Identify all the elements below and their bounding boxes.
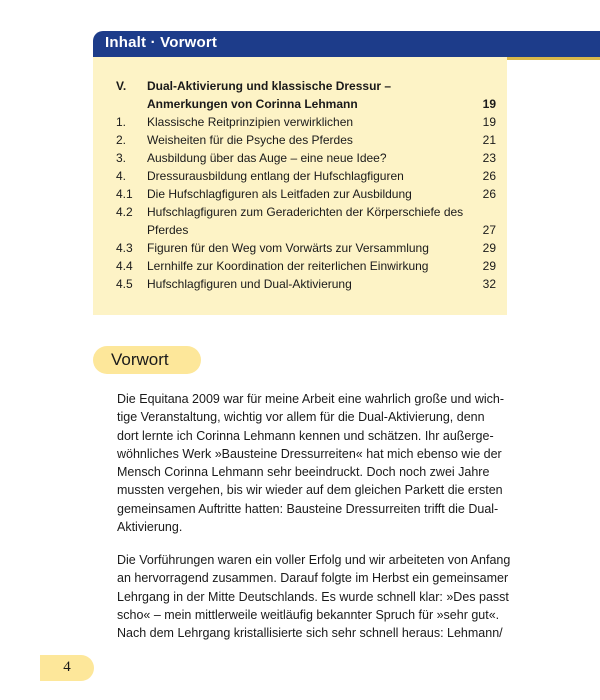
toc-title: Anmerkungen von Corinna Lehmann (147, 97, 358, 111)
toc-title: Ausbildung über das Auge – eine neue Idee? (147, 151, 387, 165)
toc-number: 4.4 (116, 259, 133, 273)
toc-page: 21 (482, 133, 496, 147)
text-line: Die Vorführungen waren ein voller Erfolg und wir arbeiteten von Anfang (117, 553, 511, 567)
toc-page: 29 (482, 259, 496, 273)
toc-page: 19 (482, 97, 496, 111)
toc-page: 27 (482, 223, 496, 237)
toc-number: 3. (116, 151, 127, 165)
toc-title: Dual-Aktivierung und klassische Dressur – (147, 79, 392, 93)
toc-title: Pferdes (147, 223, 189, 237)
toc-number: 4. (116, 169, 127, 183)
section-heading: Vorwort (111, 350, 169, 369)
toc-number: 4.3 (116, 241, 133, 255)
body-paragraph (117, 551, 511, 642)
toc-page: 29 (482, 241, 496, 255)
text-line: Nach dem Lehrgang kristallisierte sich sehr schnell heraus: Lehmann/ (117, 626, 503, 641)
toc-title: Figuren für den Weg vom Vorwärts zur Versammlung (147, 241, 429, 255)
text-line: an hervorragend zusammen. Darauf folgte im Herbst ein gemeinsamer (117, 571, 509, 586)
text-line: dort lernte ich Corinna Lehmann kennen und schätzen. Ihr außerge- (117, 428, 494, 443)
text-line: scho« – mein mittlerweile weitläufig bekannter Spruch für »sehr gut«. (117, 607, 500, 622)
toc-number: 2. (116, 133, 127, 147)
page-number-badge (40, 655, 94, 681)
toc-number: 4.1 (116, 187, 133, 201)
toc-title: Klassische Reitprinzipien verwirklichen (147, 115, 354, 129)
text-line: Mensch Corinna Lehmann sehr beeindruckt. Doch noch zwei Jahre (117, 465, 490, 480)
toc-title: Hufschlagfiguren und Dual-Aktivierung (147, 277, 352, 291)
toc-page: 26 (482, 187, 496, 201)
section-heading-badge (93, 346, 201, 374)
toc-title: Weisheiten für die Psyche des Pferdes (147, 133, 353, 147)
toc-title: Dressurausbildung entlang der Hufschlagfiguren (147, 169, 404, 183)
toc-number: 4.2 (116, 205, 133, 219)
toc-page: 23 (482, 151, 496, 165)
table-of-contents (93, 57, 507, 315)
text-line: gemeinsamen Auftritte hatten: Bausteine Dressurreiten trifft die Dual- (117, 501, 499, 516)
body-paragraph (117, 390, 507, 536)
text-line: Die Equitana 2009 war für meine Arbeit eine wahrlich große und wich- (117, 392, 505, 406)
header-bar (93, 31, 600, 57)
text-line: tige Veranstaltung, wichtig vor allem für die Dual-Aktivierung, denn (117, 410, 485, 425)
page-number: 4 (63, 659, 71, 675)
text-line: Lehrgang in der Mitte Deutschlands. Es wurde schnell klar: »Des passt (117, 589, 509, 604)
toc-title: Lernhilfe zur Koordination der reiterlichen Einwirkung (147, 259, 429, 273)
toc-title: Hufschlagfiguren zum Geraderichten der Körperschiefe des (147, 205, 464, 219)
toc-number: 4.5 (116, 277, 133, 291)
toc-page: 26 (482, 169, 496, 183)
toc-number: V. (116, 79, 127, 93)
toc-page: 32 (482, 277, 496, 291)
toc-title: Die Hufschlagfiguren als Leitfaden zur Ausbildung (147, 187, 412, 201)
toc-page: 19 (482, 115, 496, 129)
text-line: mussten vergehen, bis wir wieder auf dem gleichen Parkett die ersten (117, 483, 503, 498)
text-line: Aktivierung. (117, 520, 183, 535)
toc-number: 1. (116, 115, 127, 129)
header-title: Inhalt · Vorwort (105, 34, 218, 51)
text-line: wöhnliches Werk »Bausteine Dressurreiten« hat mich ebenso wie der (117, 446, 502, 461)
